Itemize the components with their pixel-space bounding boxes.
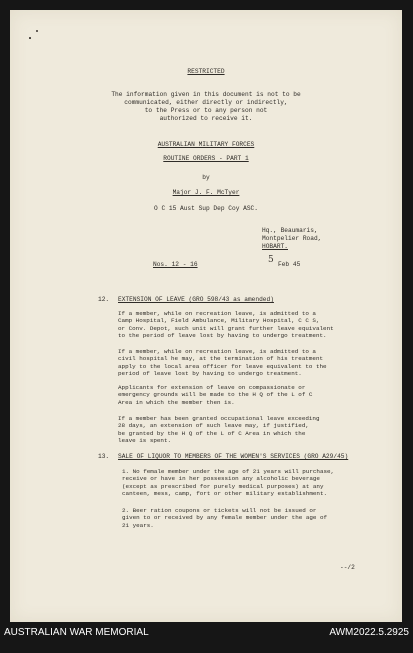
order-12-para-4: If a member has been granted occupational leave exceeding 28 days, an extension of such leave may, if justified, be granted by the H Q of the L of C Area in which the leave is spent.	[118, 415, 320, 444]
org-title: AUSTRALIAN MILITARY FORCES	[157, 141, 255, 148]
by-line: by	[202, 174, 210, 181]
officer-name: Major J. F. McTyer	[172, 189, 240, 196]
order-12-para-2: If a member, while on recreation leave, is admitted to a civil hospital he may, at the termination of his treatment apply to the local area officer for leave equivalent to the period of leave lost by having to undergo treatment.	[118, 348, 327, 377]
ink-mark	[29, 37, 31, 39]
notice-line-3: to the Press or to any person not	[144, 107, 268, 114]
order-12-para-1: If a member, while on recreation leave, is admitted to a Camp Hospital, Field Ambulance, Military Hospital, C C S, or Conv. Depot, such unit will grant further leave equivalent to the period of leave lost by having to undergo treatment.	[118, 310, 334, 339]
notice-line-1: The information given in this document is not to be	[111, 91, 301, 98]
address-line-3: HOBART.	[262, 243, 288, 250]
order-13-number: 13.	[98, 453, 110, 460]
order-13-para-1: 1. No female member under the age of 21 years will purchase, receive or have in her possession any alcoholic beverage (except as prescribed for purely medical purposes) at any canteen, mess, camp, fort or other military establishment.	[122, 468, 335, 497]
notice-line-4: authorized to receive it.	[159, 115, 253, 122]
classification-heading: RESTRICTED	[187, 68, 225, 75]
order-numbers: Nos. 12 - 16	[153, 261, 198, 268]
address-line-2: Montpelier Road,	[262, 235, 322, 242]
footer-institution: AUSTRALIAN WAR MEMORIAL	[4, 627, 149, 638]
page-continuation: --/2	[340, 564, 355, 571]
series-title: ROUTINE ORDERS - PART 1	[163, 155, 249, 162]
order-13-para-2: 2. Beer ration coupons or tickets will not be issued or given to or received by any female member under the age of 21 years.	[122, 507, 328, 529]
unit-name: O C 15 Aust Sup Dep Coy ASC.	[154, 205, 258, 212]
notice-line-2: communicated, either directly or indirectly,	[124, 99, 288, 106]
order-12-number: 12.	[98, 296, 110, 303]
ink-mark	[36, 30, 38, 32]
order-12-para-3: Applicants for extension of leave on compassionate or emergency grounds will be made to the H Q of the L of C Area in which the member then is.	[118, 384, 313, 406]
footer-accession-number: AWM2022.5.2925	[329, 627, 409, 638]
date-day-handwritten: 5	[268, 255, 274, 265]
order-13-heading: SALE OF LIQUOR TO MEMBERS OF THE WOMEN'S SERVICES (GRO A29/45)	[118, 453, 349, 460]
date-month-year: Feb 45	[278, 261, 301, 268]
address-line-1: Hq., Beaumaris,	[262, 227, 318, 234]
order-12-heading: EXTENSION OF LEAVE (GRO 598/43 as amended)	[118, 296, 274, 303]
document-page	[10, 10, 402, 622]
